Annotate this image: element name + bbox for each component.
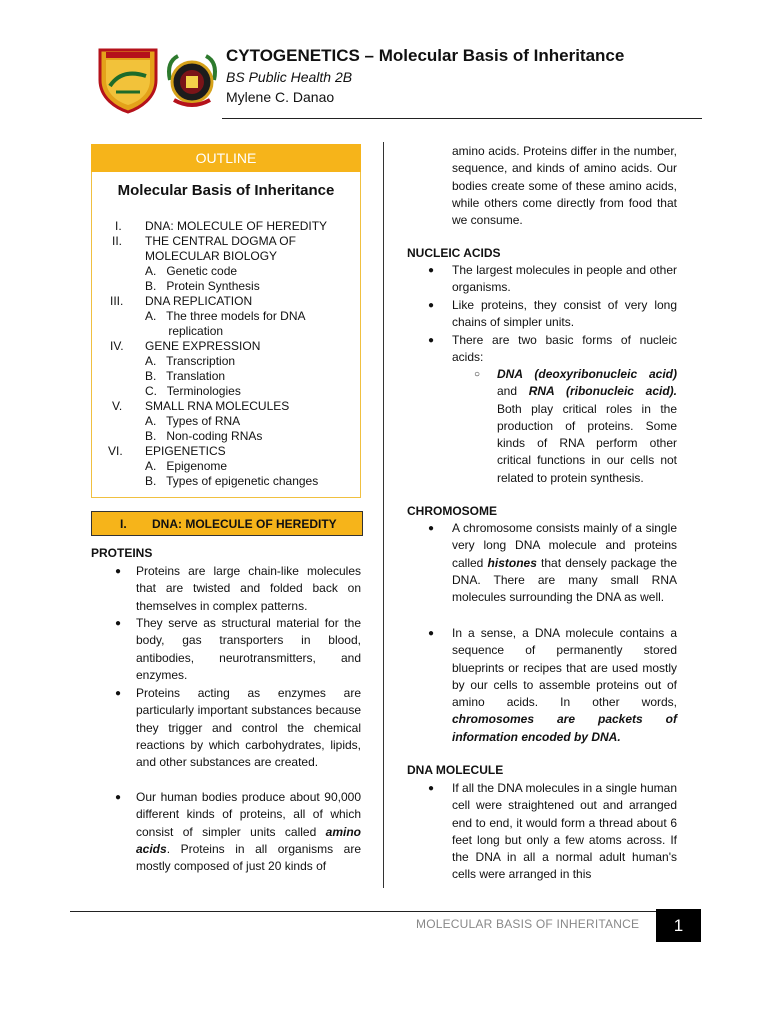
chromosome-heading: CHROMOSOME: [407, 504, 497, 518]
university-seal-logo: [96, 46, 160, 114]
nucleic-bullet-2: Like proteins, they consist of very long chains of simpler units.: [452, 298, 677, 330]
nucleic-bullet-3: There are two basic forms of nucleic acids:: [452, 333, 677, 365]
outline-num: VI.: [108, 444, 123, 458]
outline-num: III.: [110, 294, 124, 308]
chromosomes-definition: chromosomes are packets of information encoded by DNA.: [452, 712, 677, 744]
nucleic-sub-bullet: [497, 366, 677, 487]
outline-title: Molecular Basis of Inheritance: [117, 182, 335, 199]
nucleic-bullet-1: The largest molecules in people and other organisms.: [452, 263, 677, 295]
chromosome-bullet-1: [452, 520, 677, 606]
bullet-icon: ●: [428, 265, 435, 276]
outline-item: B. Non-coding RNAs: [145, 429, 263, 443]
section-number: I.: [120, 516, 127, 531]
outline-item: C. Terminologies: [145, 384, 241, 398]
document-title: CYTOGENETICS – Molecular Basis of Inheritance: [226, 46, 625, 65]
outline-item: A. Genetic code: [145, 264, 238, 278]
nucleic-sub-text: Both play critical roles in the production of proteins. Some kinds of RNA perform other critical functions in our cells not related to protein synthesis.: [497, 401, 677, 485]
outline-item: THE CENTRAL DOGMA OF: [145, 234, 296, 248]
proteins-heading: PROTEINS: [91, 546, 153, 560]
footer-divider: [70, 911, 656, 912]
college-seal-logo: [162, 50, 222, 112]
outline-item: B. Translation: [145, 369, 226, 383]
proteins-bullet-1: Proteins are large chain-like molecules that are twisted and folded back on themselves in complex patterns.: [136, 564, 361, 613]
chromosome-bullet-2: [452, 625, 677, 746]
bullet-icon: ●: [115, 792, 122, 803]
column-divider: [383, 142, 384, 888]
amino-acids-term: amino acids: [136, 824, 361, 856]
rna-term: RNA (ribonucleic acid).: [528, 384, 677, 399]
histones-term: histones: [487, 555, 537, 570]
bullet-icon: ●: [115, 688, 122, 699]
outline-item: GENE EXPRESSION: [145, 339, 261, 353]
bullet-icon: ●: [115, 566, 122, 577]
page-number: 1: [656, 909, 701, 942]
bullet-icon: ●: [428, 300, 435, 311]
outline-num: IV.: [110, 339, 124, 353]
dna-molecule-heading: DNA MOLECULE: [407, 763, 504, 777]
bullet-icon: ●: [428, 335, 435, 346]
outline-item: DNA REPLICATION: [145, 294, 253, 308]
document-author: Mylene C. Danao: [226, 89, 335, 105]
header-divider: [222, 118, 702, 119]
document-subtitle: BS Public Health 2B: [226, 69, 353, 85]
outline-item: EPIGENETICS: [145, 444, 226, 458]
bullet-icon: ●: [428, 523, 435, 534]
outline-num: V.: [112, 399, 123, 413]
outline-item: SMALL RNA MOLECULES: [145, 399, 290, 413]
dna-molecule-bullet-1: If all the DNA molecules in a single human cell were straightened out and arranged end to end, it would form a thread about 6 feet long but only a few atoms across. If the DNA in all a normal adult human's cells were arranged in this: [452, 781, 677, 882]
outline-list: [108, 219, 358, 491]
outline-item: B. Protein Synthesis: [145, 279, 260, 293]
footer-text: MOLECULAR BASIS OF INHERITANCE: [416, 917, 640, 931]
proteins-bullet-4-tail: . Proteins in all organisms are mostly composed of just 20 kinds of: [136, 841, 361, 874]
continued-paragraph: amino acids. Proteins differ in the number, sequence, and kinds of amino acids. Our bodies create some of these amino acids, while others come directly from food that we consume.: [452, 144, 677, 228]
outline-label: OUTLINE: [91, 144, 361, 172]
outline-item: A. The three models for DNA: [145, 309, 306, 323]
outline-item: B. Types of epigenetic changes: [145, 474, 319, 488]
proteins-bullet-2: They serve as structural material for the body, gas transporters in blood, antibodies, neurotransmitters, and enzymes.: [136, 616, 361, 682]
outline-item: A. Types of RNA: [145, 414, 241, 428]
bullet-icon: ●: [115, 618, 122, 629]
outline-item: A. Epigenome: [145, 459, 228, 473]
bullet-icon: ●: [428, 628, 435, 639]
nucleic-acids-heading: NUCLEIC ACIDS: [407, 246, 501, 260]
outline-item: DNA: MOLECULE OF HEREDITY: [145, 219, 328, 233]
outline-item: A. Transcription: [145, 354, 236, 368]
chromosome-b2-text: In a sense, a DNA molecule contains a sequence of permanently stored blueprints or recipes that are used mostly by our cells to assemble proteins out of amino acids. In other words,: [452, 626, 677, 710]
outline-num: I.: [115, 219, 122, 233]
section-heading: [91, 511, 363, 536]
proteins-bullet-4: [136, 789, 361, 875]
bullet-icon: ●: [428, 783, 435, 794]
outline-item: MOLECULAR BIOLOGY: [145, 249, 278, 263]
outline-num: II.: [112, 234, 123, 248]
section-title: DNA: MOLECULE OF HEREDITY: [152, 516, 337, 531]
outline-item: replication: [145, 324, 224, 338]
sub-bullet-icon: ○: [474, 369, 481, 380]
proteins-bullet-4-text: Our human bodies produce about 90,000 different kinds of proteins, all of which consist of simpler units called: [136, 790, 361, 839]
chromosome-b1-text: A chromosome consists mainly of a single very long DNA molecule and proteins called: [452, 521, 677, 570]
chromosome-b1-tail: that densely package the DNA. There are many small RNA molecules surrounding the DNA as well.: [452, 555, 678, 605]
proteins-bullet-3: Proteins acting as enzymes are particularly important substances because they trigger and control the chemical reactions by which carbohydrates, lipids, and other substances are created.: [136, 686, 361, 770]
dna-term: DNA (deoxyribonucleic acid): [497, 367, 677, 381]
and-text: and: [497, 384, 529, 399]
